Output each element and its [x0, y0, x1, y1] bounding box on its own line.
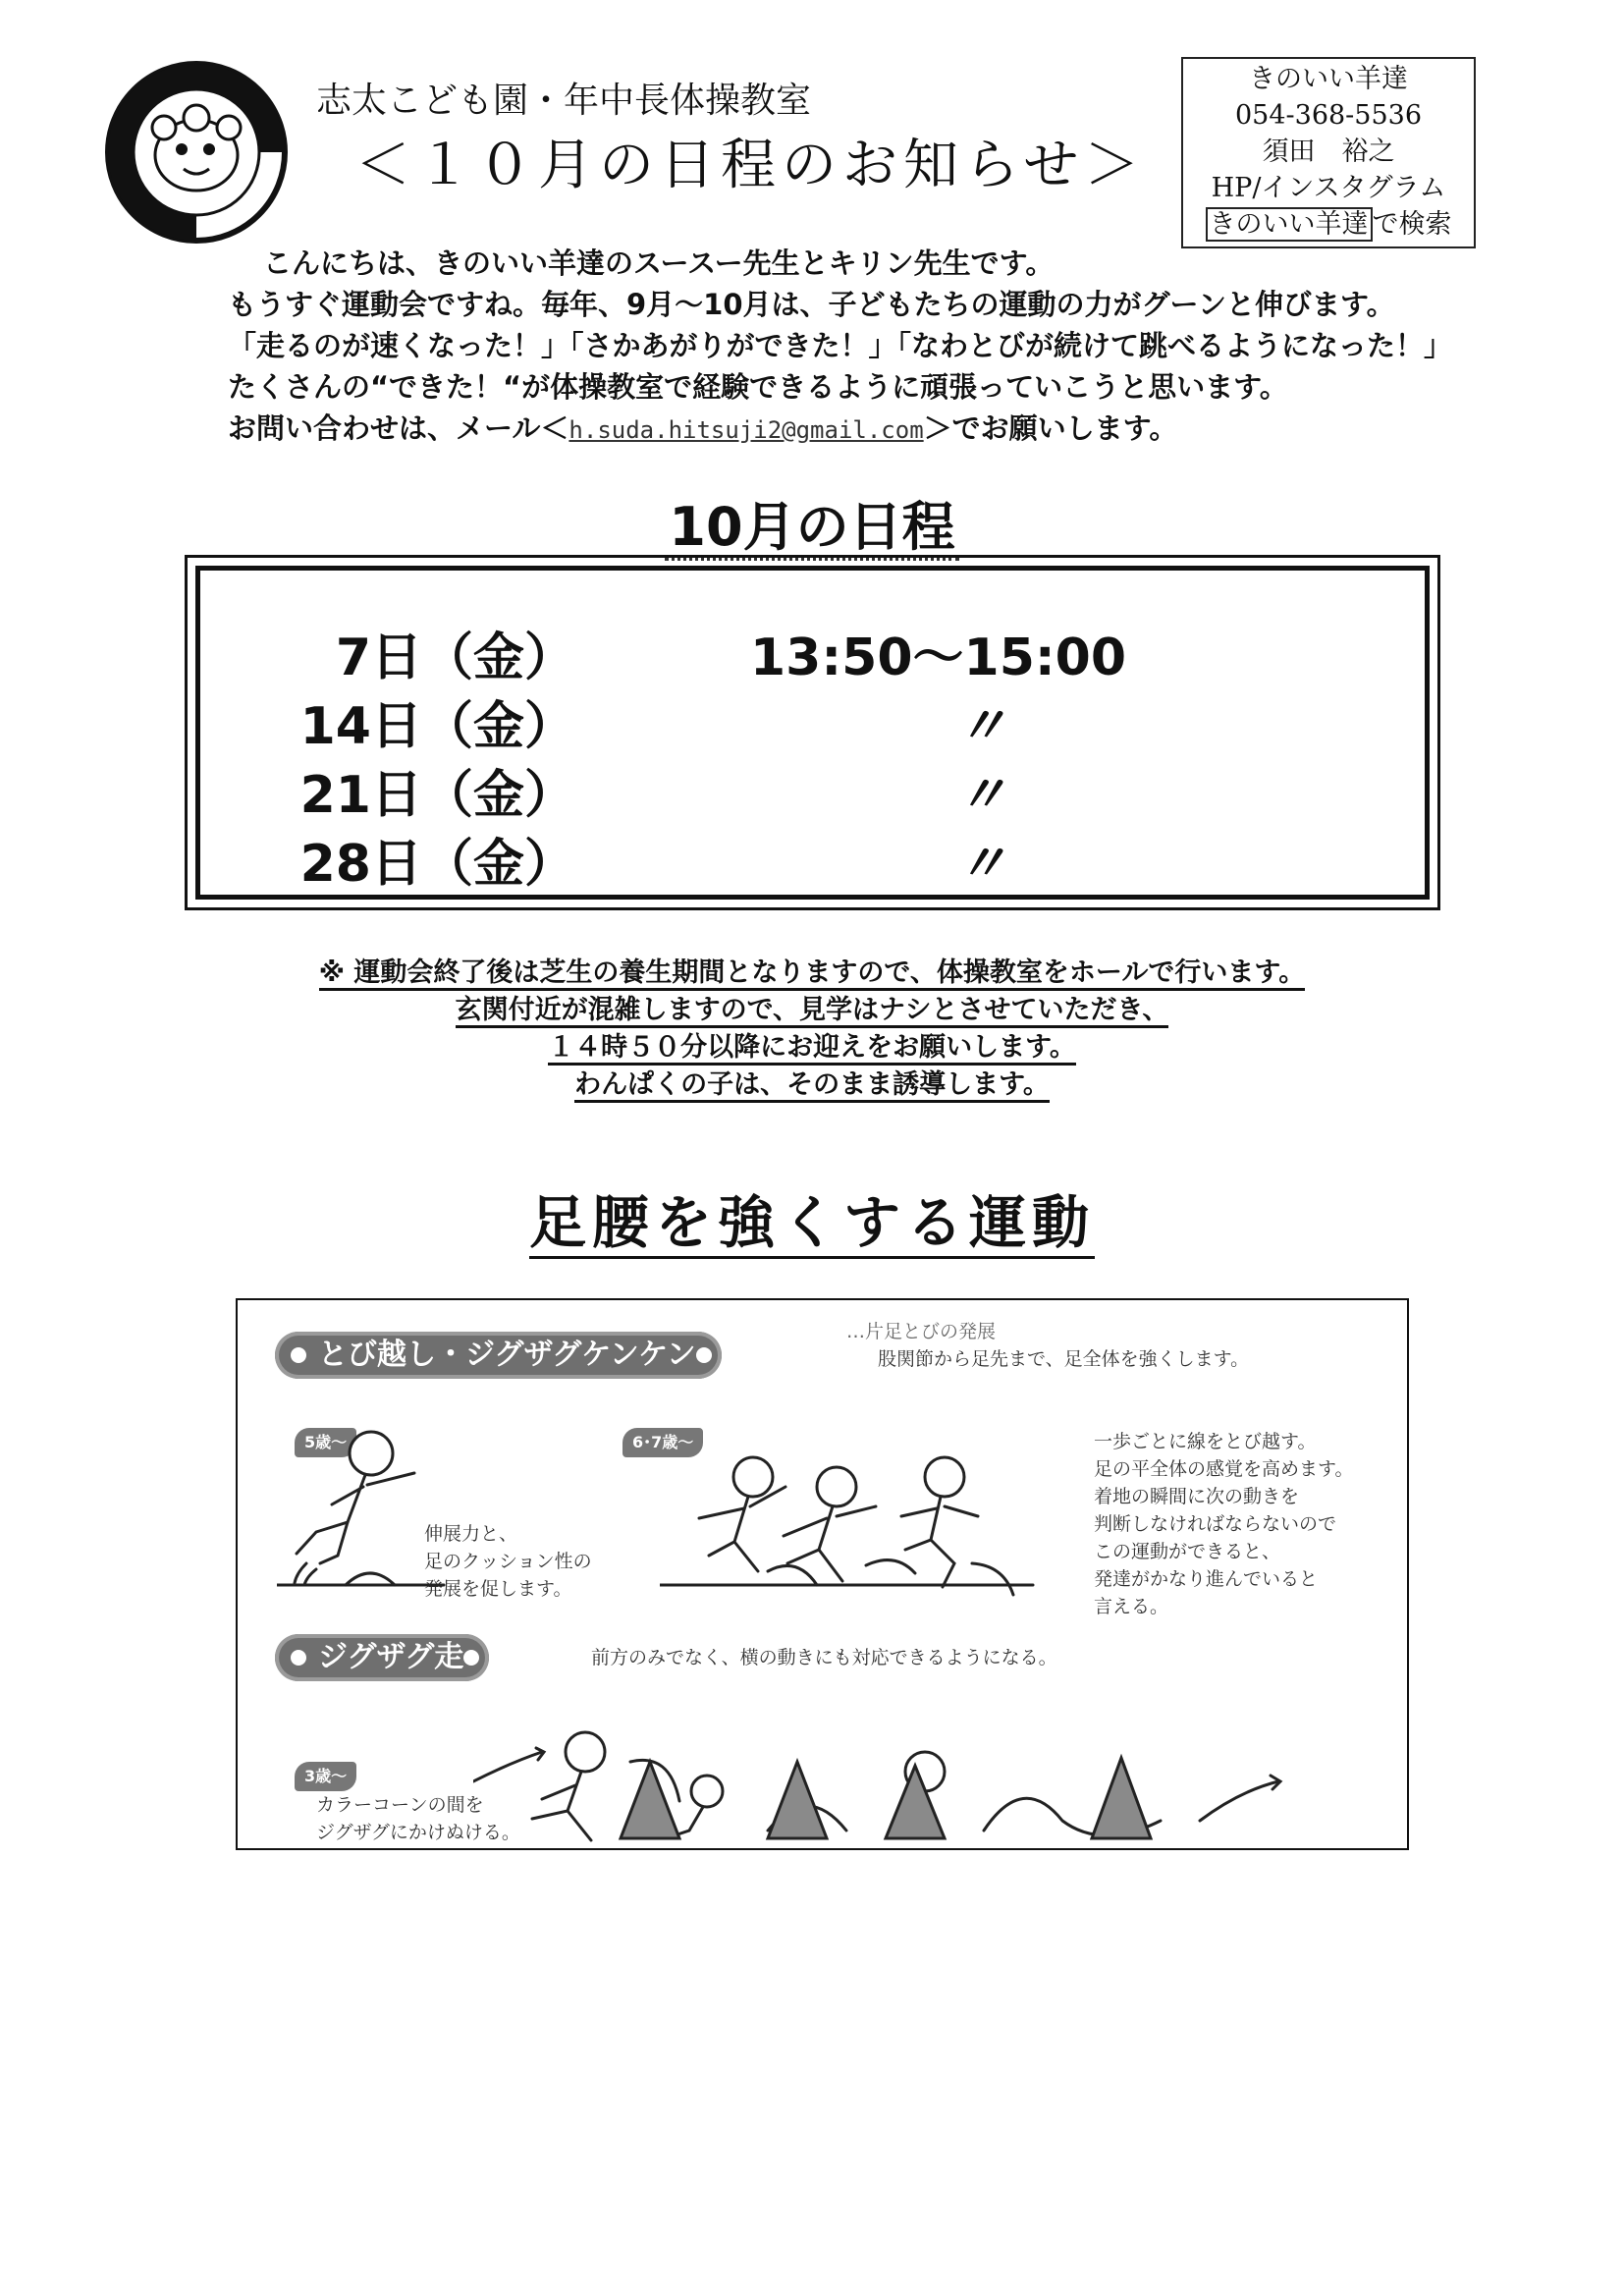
- schedule-row: [200, 616, 1425, 687]
- section-label-zigzag: ジグザグ走: [275, 1634, 489, 1681]
- exercise-title: 足腰を強くする運動: [0, 1176, 1624, 1259]
- schedule-heading: 10月の日程: [0, 485, 1624, 561]
- email-link[interactable]: h.suda.hitsuji2@gmail.com: [568, 416, 924, 444]
- schedule-row: [200, 822, 1425, 894]
- schedule-time: 13:50～15:00: [750, 629, 1127, 687]
- section2-desc: 前方のみでなく、横の動きにも対応できるようになる。: [591, 1647, 1057, 1668]
- line-jumping-children-illustration: [660, 1448, 1072, 1605]
- intro-line: [228, 408, 1452, 451]
- intro-line: たくさんの“できた！“が体操教室で経験できるように頑張っていこうと思います。: [228, 370, 1288, 404]
- page-title: ＜１０月の日程のお知らせ＞: [355, 134, 1146, 197]
- schedule-box: [185, 555, 1440, 910]
- age-badge: 5歳～: [295, 1428, 356, 1457]
- schedule-date: 28日（金）: [299, 835, 575, 894]
- zigzag-run-illustration: [473, 1722, 1357, 1850]
- age-badge: 6･7歳～: [623, 1428, 703, 1457]
- intro-line: 「走るのが速くなった！」「さかあがりができた！」「なわとびが続けて跳べるようになった！」: [228, 329, 1453, 362]
- schedule-date: 7日（金）: [335, 629, 575, 687]
- logo-seal: [103, 59, 290, 246]
- schedule-time: 〃: [956, 697, 1008, 756]
- search-keyword: きのいい羊達: [1206, 207, 1373, 242]
- contact-suffix: ＞でお願いします。: [923, 411, 1178, 445]
- age-badge: 3歳～: [295, 1762, 356, 1791]
- contact-phone: 054-368-5536: [1234, 100, 1423, 131]
- notice-line: わんぱくの子は、そのまま誘導します。: [0, 1066, 1624, 1104]
- jumping-child-illustration: [277, 1416, 454, 1593]
- notice-line: ※ 運動会終了後は芝生の養生期間となりますので、体操教室をホールで行います。: [0, 955, 1624, 992]
- notice-line: 玄関付近が混雑しますので、見学はナシとさせていただき、: [0, 992, 1624, 1029]
- age2-text: 一歩ごとに線をとび越す。 足の平全体の感覚を高めます。 着地の瞬間に次の動きを 判断しなければならないので この運動ができると、 発達がかなり進んでいると 言える。: [1094, 1431, 1354, 1617]
- schedule-date: 21日（金）: [299, 766, 575, 825]
- contact-name: きのいい羊達: [1249, 64, 1408, 94]
- schedule-row: [200, 753, 1425, 825]
- schedule-time: 〃: [956, 835, 1008, 894]
- section-label-jump: とび越し・ジグザグケンケン: [275, 1332, 722, 1379]
- schedule-inner: [195, 566, 1430, 900]
- intro-text: [228, 243, 1452, 451]
- contact-sns: HP/インスタグラム: [1211, 173, 1446, 203]
- search-suffix: で検索: [1372, 209, 1452, 240]
- contact-search: [1183, 206, 1474, 243]
- section2-caption: カラーコーンの間を ジグザグにかけぬける。: [316, 1794, 520, 1843]
- subtitle: 志太こども園・年中長体操教室: [316, 81, 812, 121]
- intro-line: こんにちは、きのいい羊達のスースー先生とキリン先生です。: [263, 246, 1055, 280]
- schedule-time: 〃: [956, 766, 1008, 825]
- section-sub: …片足とびの発展: [846, 1321, 997, 1342]
- contact-person: 須田 裕之: [1262, 137, 1395, 167]
- age1-text: 伸展力と、 足のクッション性の 発展を促します。: [424, 1523, 592, 1600]
- notice-line: １４時５０分以降にお迎えをお願いします。: [0, 1029, 1624, 1066]
- contact-prefix: お問い合わせは、メール＜: [228, 411, 569, 445]
- section-desc: 股関節から足先まで、足全体を強くします。: [878, 1348, 1250, 1370]
- schedule-date: 14日（金）: [299, 697, 575, 756]
- notice: [0, 955, 1624, 1104]
- exercise-panel: [236, 1298, 1409, 1850]
- contact-box: [1181, 57, 1476, 248]
- intro-line: もうすぐ運動会ですね。毎年、9月～10月は、子どもたちの運動の力がグーンと伸びます。: [228, 288, 1395, 321]
- schedule-row: [200, 684, 1425, 756]
